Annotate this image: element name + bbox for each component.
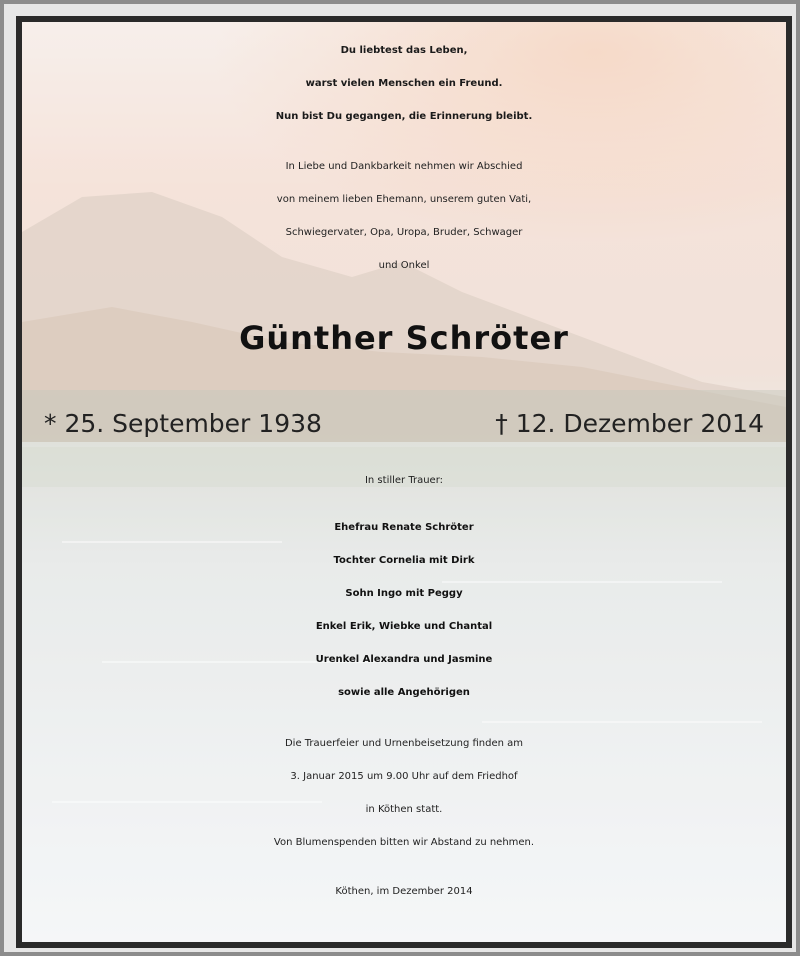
intro-line-4: und Onkel (378, 260, 430, 271)
family-line-6: sowie alle Angehörigen (338, 687, 470, 698)
birth-date: * 25. September 1938 (44, 409, 322, 438)
intro-line-3: Schwiegervater, Opa, Uropa, Bruder, Schwager (285, 227, 523, 238)
family-line-3: Sohn Ingo mit Peggy (345, 588, 463, 599)
motto-line-2: warst vielen Menschen ein Freund. (305, 78, 503, 89)
intro-line-1: In Liebe und Dankbarkeit nehmen wir Abschied (285, 161, 523, 172)
notice-line-4: Von Blumenspenden bitten wir Abstand zu nehmen. (273, 837, 535, 848)
deceased-name: Günther Schröter (239, 319, 569, 357)
notice-line-1: Die Trauerfeier und Urnenbeisetzung finden am (284, 738, 523, 749)
notice-border (16, 16, 792, 948)
place-and-date: Köthen, im Dezember 2014 (335, 886, 473, 897)
family-line-1: Ehefrau Renate Schröter (334, 522, 474, 533)
intro-line-2: von meinem lieben Ehemann, unserem guten Vati, (276, 194, 532, 205)
mourning-heading: In stiller Trauer: (364, 475, 444, 486)
death-date: † 12. Dezember 2014 (495, 409, 764, 438)
family-line-4: Enkel Erik, Wiebke und Chantal (315, 621, 493, 632)
notice-line-2: 3. Januar 2015 um 9.00 Uhr auf dem Friedhof (290, 771, 518, 782)
obituary-text (22, 22, 786, 942)
family-line-2: Tochter Cornelia mit Dirk (333, 555, 475, 566)
notice-line-3: in Köthen statt. (365, 804, 443, 815)
motto-line-3: Nun bist Du gegangen, die Erinnerung bleibt. (275, 111, 533, 122)
motto-line-1: Du liebtest das Leben, (340, 45, 468, 56)
family-line-5: Urenkel Alexandra und Jasmine (315, 654, 493, 665)
